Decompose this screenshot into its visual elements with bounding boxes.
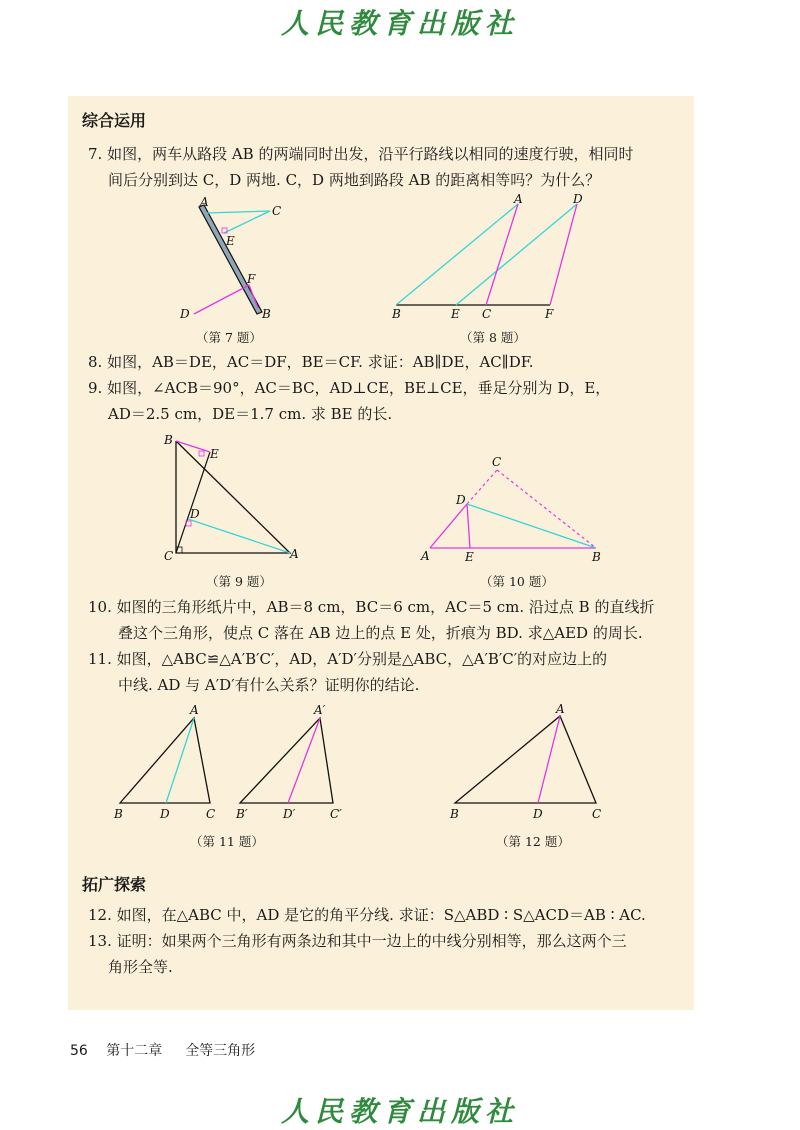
label-b: B [114, 807, 123, 821]
problem-7-line-1: 7. 如图，两车从路段 AB 的两端同时出发，沿平行路线以相同的速度行驶，相同时 [88, 145, 634, 163]
label-b: B [262, 307, 271, 321]
label-a: A [556, 702, 565, 716]
caption-figure-8: （第 8 题） [460, 330, 526, 345]
label-d: D [573, 192, 583, 206]
problem-9-line-2: AD＝2.5 cm，DE＝1.7 cm. 求 BE 的长. [108, 405, 393, 423]
label-d: D [456, 493, 466, 507]
label-a: A [421, 549, 430, 563]
label-c: C [492, 455, 502, 469]
label-a-prime: A′ [314, 703, 326, 717]
page-number: 56 [70, 1043, 88, 1059]
label-a: A [514, 192, 523, 206]
label-c: C [482, 307, 492, 321]
label-c-prime: C′ [330, 807, 342, 821]
label-c: C [272, 204, 282, 218]
label-b: B [450, 807, 459, 821]
problem-7-line-2: 间后分别到达 C，D 两地. C，D 两地到路段 AB 的距离相等吗？为什么？ [108, 171, 601, 189]
label-d: D [180, 307, 190, 321]
label-d-prime: D′ [283, 807, 296, 821]
label-a: A [190, 703, 199, 717]
publisher-footer: 人民教育出版社 [280, 1095, 519, 1128]
problem-13-line-1: 13. 证明：如果两个三角形有两条边和其中一边上的中线分别相等，那么这两个三 [88, 932, 627, 950]
label-d: D [190, 507, 200, 521]
label-d: D [160, 807, 170, 821]
problem-9-line-1: 9. 如图，∠ACB＝90°，AC＝BC，AD⊥CE，BE⊥CE，垂足分别为 D，E， [88, 379, 611, 397]
label-a: A [200, 195, 209, 209]
label-a: A [290, 547, 299, 561]
section-heading-comprehensive: 综合运用 [82, 111, 147, 130]
problem-11-line-2: 中线. AD 与 A′D′有什么关系？证明你的结论. [118, 676, 420, 694]
caption-figure-7: （第 7 题） [196, 330, 262, 345]
label-e: E [465, 550, 474, 564]
problem-10-line-2: 叠这个三角形，使点 C 落在 AB 边上的点 E 处，折痕为 BD. 求△AED 的周长. [118, 624, 643, 642]
label-d: D [533, 807, 543, 821]
problem-11-line-1: 11. 如图，△ABC≌△A′B′C′，AD，A′D′分别是△ABC，△A′B′C′的对应边上的 [88, 650, 608, 668]
page-footer [70, 1040, 255, 1060]
label-b: B [164, 433, 173, 447]
label-b-prime: B′ [236, 807, 248, 821]
problem-10-line-1: 10. 如图的三角形纸片中，AB＝8 cm，BC＝6 cm，AC＝5 cm. 沿过点 B 的直线折 [88, 598, 655, 616]
label-f: F [247, 272, 256, 286]
label-e: E [210, 447, 219, 461]
label-e: E [451, 307, 460, 321]
section-heading-extension: 拓广探索 [82, 875, 147, 894]
label-c: C [206, 807, 216, 821]
label-b: B [392, 307, 401, 321]
chapter-label: 第十二章 [106, 1043, 163, 1059]
chapter-title: 全等三角形 [185, 1043, 256, 1059]
problem-12: 12. 如图，在△ABC 中，AD 是它的角平分线. 求证：S△ABD ∶ S△ACD＝AB ∶ AC. [88, 906, 646, 924]
label-c: C [592, 807, 602, 821]
caption-figure-9: （第 9 题） [206, 574, 272, 589]
caption-figure-12: （第 12 题） [496, 834, 570, 849]
caption-figure-10: （第 10 题） [480, 574, 554, 589]
publisher-header: 人民教育出版社 [280, 7, 519, 40]
problem-8: 8. 如图，AB＝DE，AC＝DF，BE＝CF. 求证：AB∥DE，AC∥DF. [88, 353, 534, 371]
label-f: F [545, 307, 554, 321]
label-b: B [592, 550, 601, 564]
caption-figure-11: （第 11 题） [190, 834, 264, 849]
problem-13-line-2: 角形全等. [108, 958, 173, 976]
label-c: C [164, 549, 174, 563]
label-e: E [226, 234, 235, 248]
